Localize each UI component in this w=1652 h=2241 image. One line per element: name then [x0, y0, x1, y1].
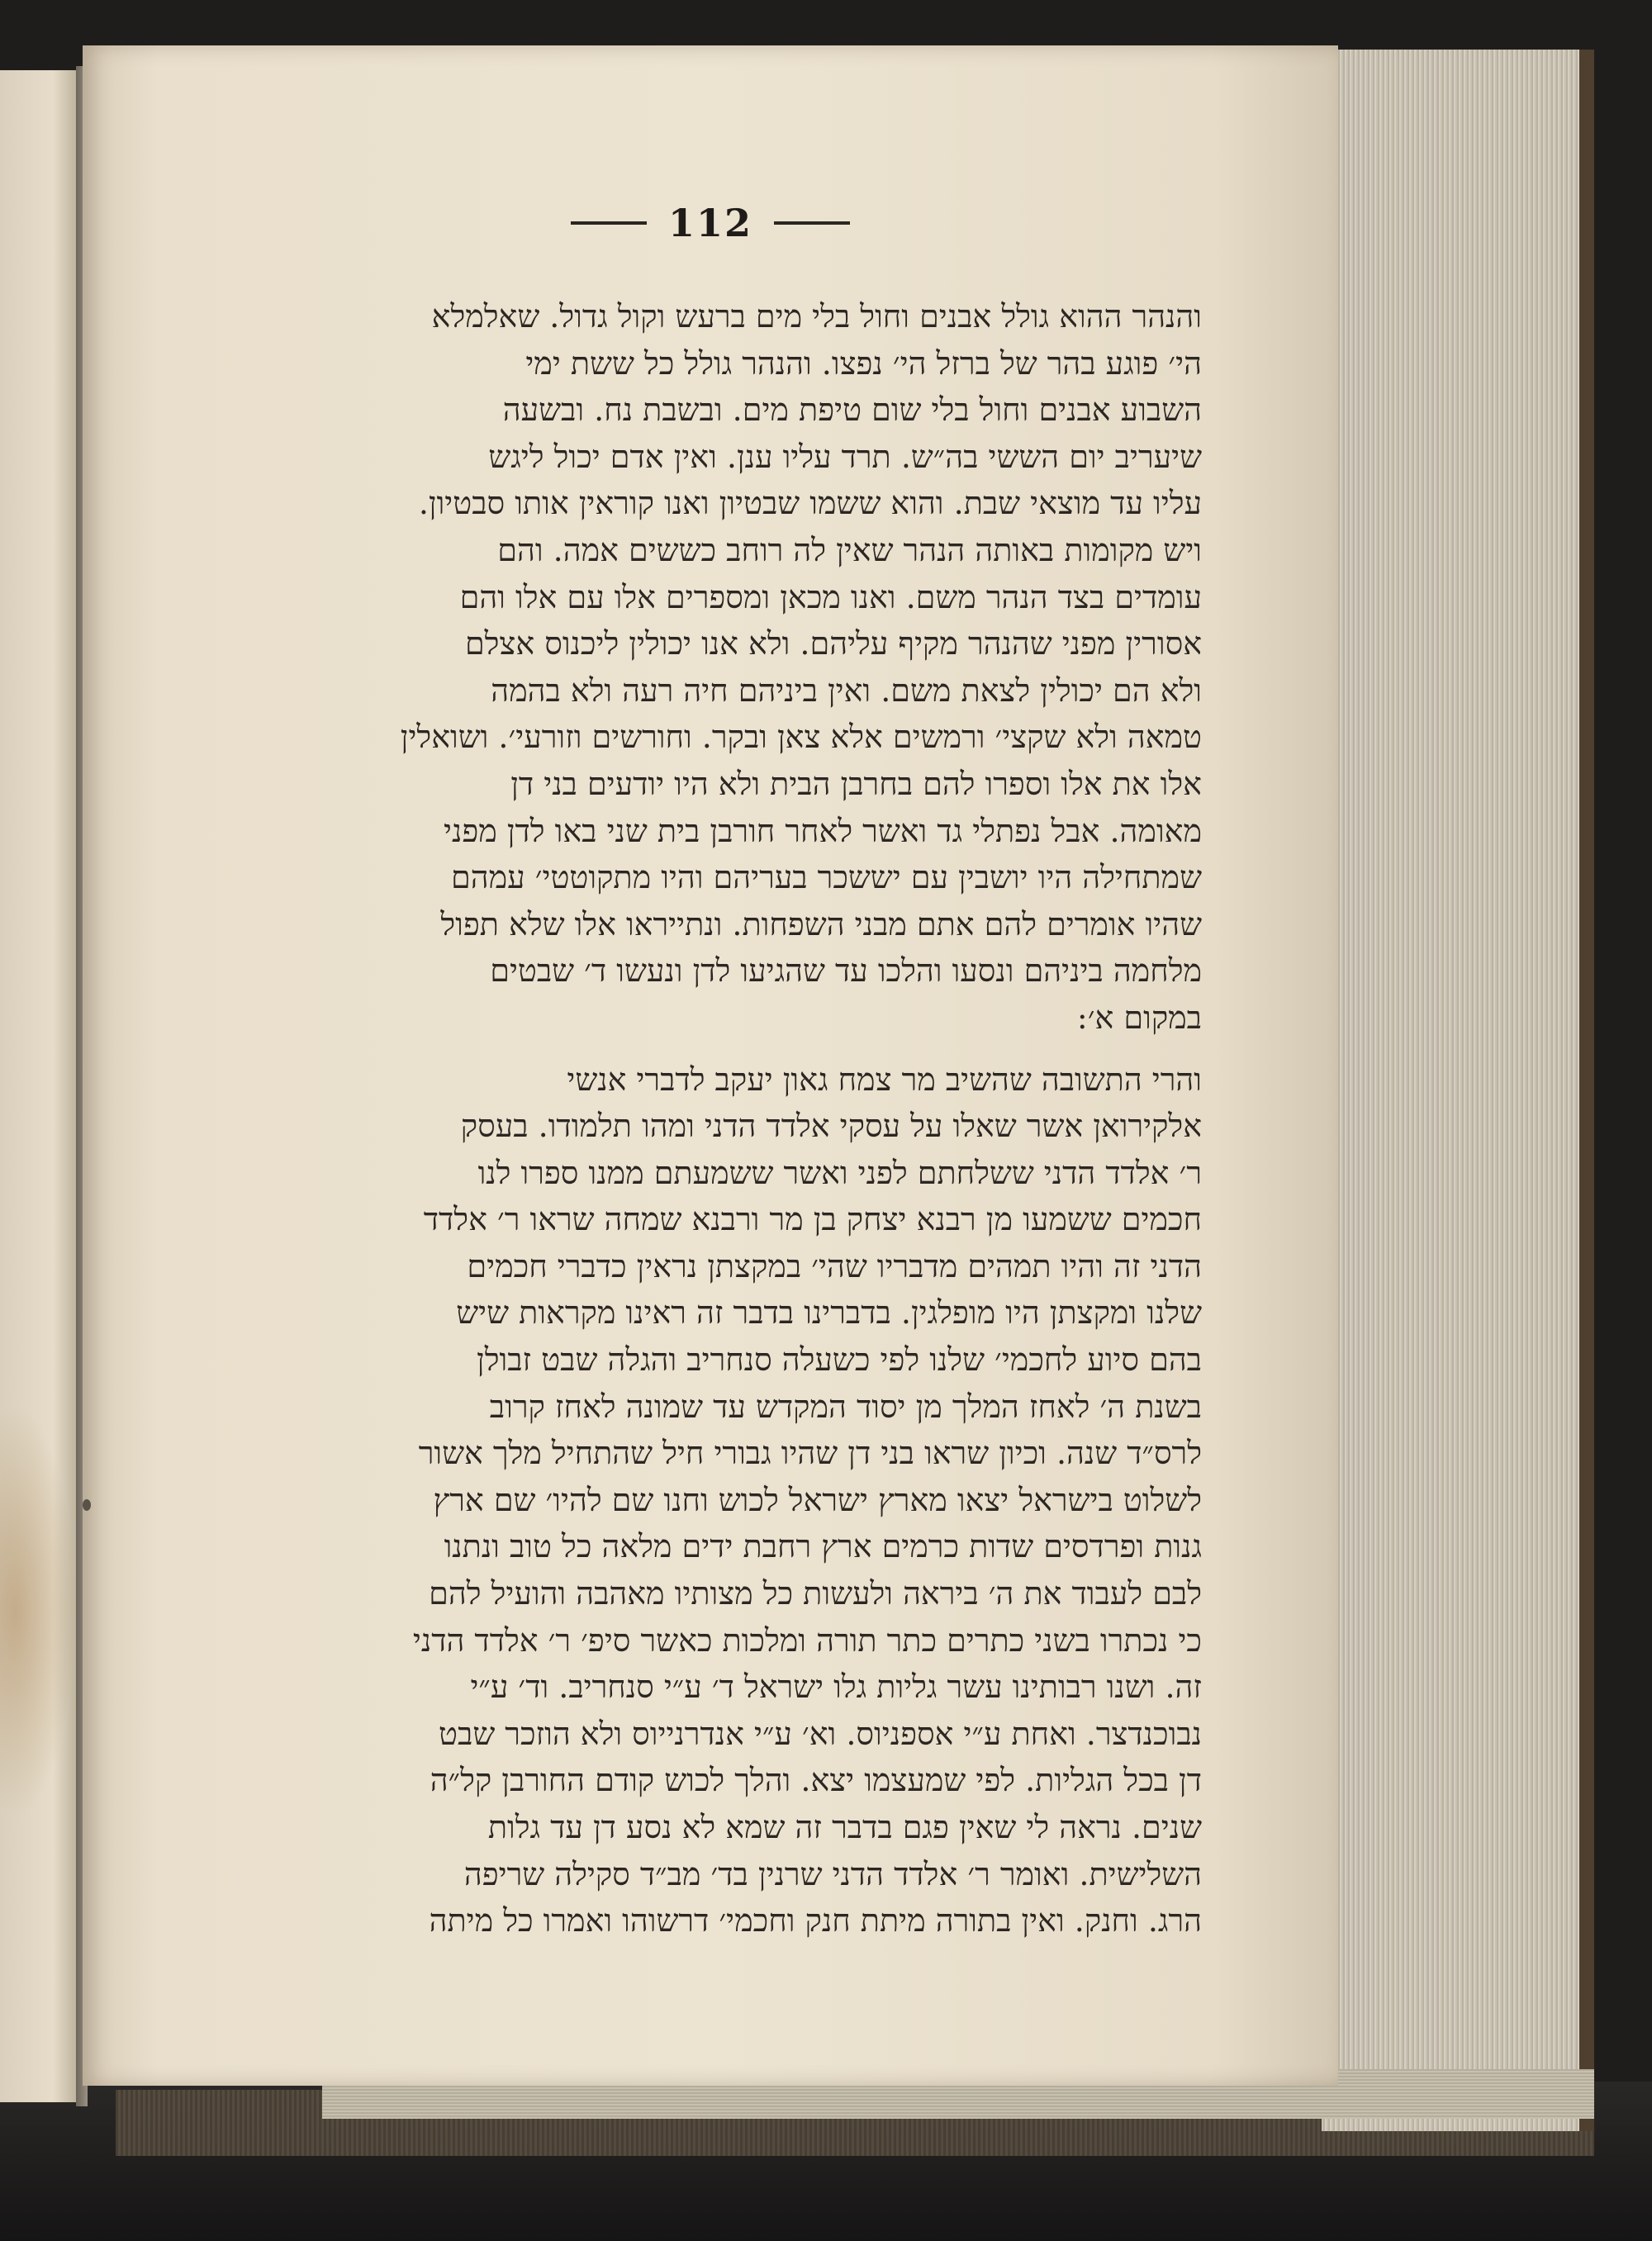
ink-speck — [83, 1499, 91, 1511]
text-line: מאומה. אבל נפתלי גד ואשר לאחר חורבן בית שני באו לדן מפני — [444, 812, 1202, 849]
text-line: שהיו אומרים להם אתם מבני השפחות. ונתייראו אלו שלא תפול — [440, 905, 1202, 942]
text-line: והרי התשובה שהשיב מר צמח גאון יעקב לדברי אנשי — [567, 1061, 1202, 1098]
header-rule-left — [571, 221, 647, 225]
body-text — [136, 293, 1202, 1944]
page-header — [83, 190, 1338, 256]
text-line: הרג. וחנק. ואין בתורה מיתת חנק וחכמי׳ דרשוהו ואמרו כל מיתה — [429, 1902, 1202, 1940]
text-line: במקום א׳: — [1076, 999, 1202, 1036]
text-line: שמתחילה היו יושבין עם יששכר בעריהם והיו מתקוטטי׳ עמהם — [451, 859, 1202, 896]
text-line: בשנת ה׳ לאחז המלך מן יסוד המקדש עד שמונה לאחז קרוב — [489, 1388, 1202, 1425]
text-line: שיעריב יום הששי בה״ש. תרד עליו ענן. ואין אדם יכול ליגש — [488, 438, 1202, 475]
right-page — [83, 45, 1338, 2086]
text-line: זה. ושנו רבותינו עשר גליות גלו ישראל ד׳ ע״י סנחריב. וד׳ ע״י — [470, 1669, 1202, 1706]
paragraph-gap — [136, 1042, 1202, 1056]
text-line: והנהר ההוא גולל אבנים וחול בלי מים ברעש וקול גדול. שאלמלא — [431, 298, 1202, 335]
text-line: דן בכל הגליות. לפי שמעצמו יצא. והלך לכוש קודם החורבן קל״ה — [430, 1762, 1202, 1799]
text-line: אלקירואן אשר שאלו על עסקי אלדד הדני ומהו תלמודו. בעסק — [460, 1108, 1202, 1145]
text-line: אסורין מפני שהנהר מקיף עליהם. ולא אנו יכולין ליכנוס אצלם — [464, 625, 1202, 662]
text-line: חכמים ששמעו מן רבנא יצחק בן מר ורבנא שמחה שראו ר׳ אלדד — [423, 1201, 1202, 1238]
text-line: שלנו ומקצתן היו מופלגין. בדברינו בדבר זה ראינו מקראות שיש — [456, 1294, 1202, 1332]
text-line: השלישית. ואומר ר׳ אלדד הדני שרנין בד׳ מב״ד סקילה שריפה — [463, 1855, 1202, 1892]
header-rule-right — [774, 221, 850, 225]
page-stain — [0, 1404, 76, 1817]
text-line: עליו עד מוצאי שבת. והוא ששמו שבטיון ואנו קוראין אותו סבטיון. — [418, 485, 1202, 522]
text-line: השבוע אבנים וחול בלי שום טיפת מים. ובשבת נח. ובשעה — [502, 392, 1202, 429]
text-line: לבם לעבוד את ה׳ ביראה ולעשות כל מצותיו מאהבה והועיל להם — [429, 1575, 1202, 1612]
text-line: לרס״ד שנה. וכיון שראו בני דן שהיו גבורי חיל שהתחיל מלך אשור — [418, 1435, 1202, 1472]
text-line: גנות ופרדסים שדות כרמים ארץ רחבת ידים מלאה כל טוב ונתנו — [444, 1528, 1202, 1565]
text-line: הי׳ פוגע בהר של ברזל הי׳ נפצו. והנהר גולל כל ששת ימי — [525, 344, 1202, 382]
text-line: הדני זה והיו תמהים מדבריו שהי׳ במקצתן נראין כדברי חכמים — [467, 1247, 1202, 1284]
text-line: כי נכתרו בשני כתרים כתר תורה ומלכות כאשר סיפ׳ ר׳ אלדד הדני — [412, 1621, 1202, 1659]
text-line: אלו את אלו וספרו להם בחרבן הבית ולא היו יודעים בני דן — [510, 765, 1202, 802]
paragraph-1 — [136, 293, 1202, 1042]
text-line: ולא הם יכולין לצאת משם. ואין ביניהם חיה רעה ולא בהמה — [491, 672, 1202, 709]
text-line: לשלוט בישראל יצאו מארץ ישראל לכוש וחנו שם להיו׳ שם ארץ — [433, 1481, 1202, 1518]
text-line: מלחמה ביניהם ונסעו והלכו עד שהגיעו לדן ונעשו ד׳ שבטים — [490, 952, 1202, 990]
text-line: ר׳ אלדד הדני ששלחתם לפני ואשר ששמעתם ממנו ספרו לנו — [477, 1154, 1202, 1191]
text-line: עומדים בצד הנהר משם. ואנו מכאן ומספרים אלו עם אלו והם — [459, 578, 1202, 615]
paragraph-2 — [136, 1056, 1202, 1944]
text-line: טמאה ולא שקצי׳ ורמשים אלא צאן ובקר. וחורשים וזורעי׳. ושואלין — [400, 719, 1202, 756]
text-line: ויש מקומות באותה הנהר שאין לה רוחב כששים אמה. והם — [497, 531, 1202, 568]
text-line: שנים. נראה לי שאין פגם בדבר זה שמא לא נסע דן עד גלות — [487, 1809, 1202, 1845]
text-line: נבוכנדצר. ואחת ע״י אספניוס. וא׳ ע״י אנדרנייוס ולא הוזכר שבט — [439, 1715, 1202, 1752]
text-line: בהם סיוע לחכמי׳ שלנו לפי כשעלה סנחריב והגלה שבט זבולן — [477, 1341, 1202, 1379]
page-fore-edge — [1322, 50, 1594, 2131]
page-number: 112 — [667, 201, 753, 245]
